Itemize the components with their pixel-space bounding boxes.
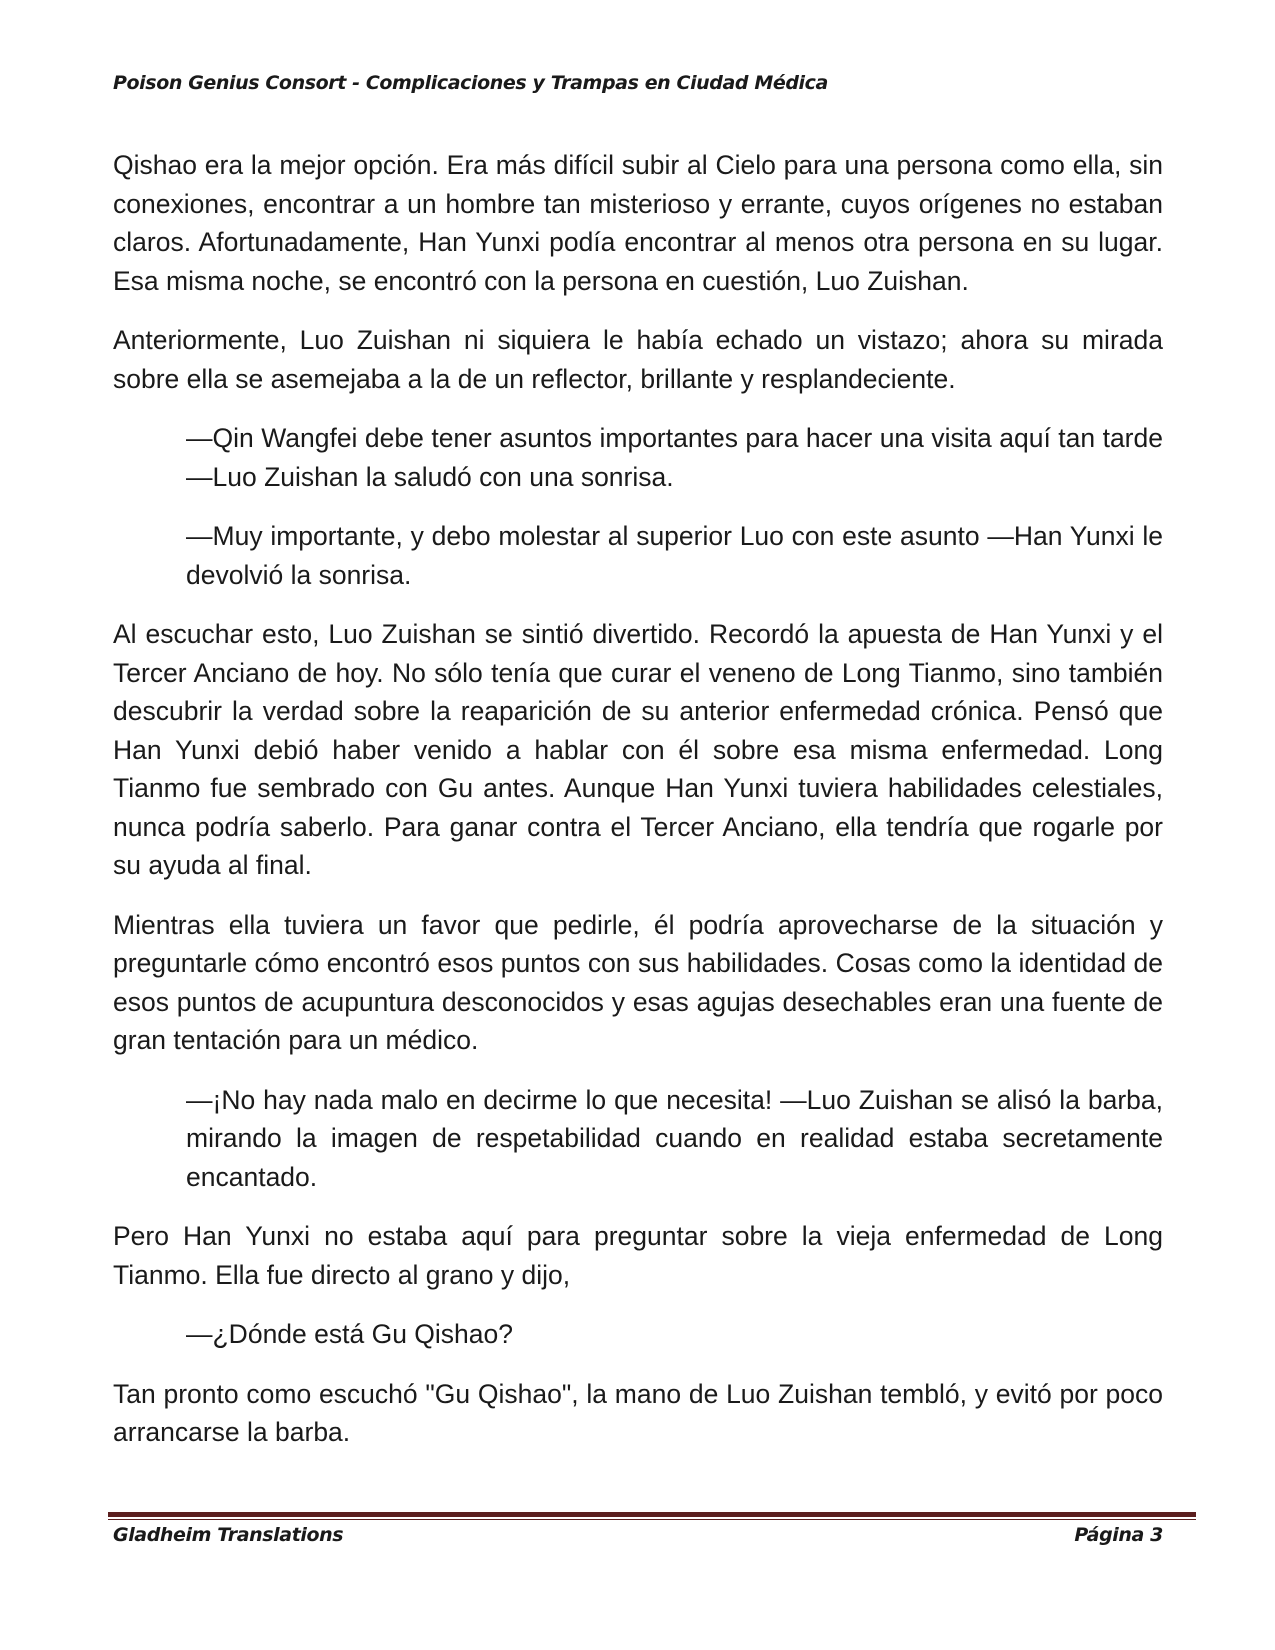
footer-divider-thin bbox=[108, 1519, 1196, 1520]
page-number: Página 3 bbox=[1074, 1524, 1163, 1546]
paragraph: Mientras ella tuviera un favor que pedirle, él podría aprovecharse de la situación y preguntarle cómo encontró esos puntos con sus habilidades. Cosas como la identidad de esos puntos de acupuntura desconocidos y esas agujas desechables eran una fuente de gran tentación para un médico. bbox=[113, 909, 1163, 1055]
paragraph: Al escuchar esto, Luo Zuishan se sintió divertido. Recordó la apuesta de Han Yunxi y el Tercer Anciano de hoy. No sólo tenía que curar el veneno de Long Tianmo, sino también descubrir la verdad sobre la reaparición de su anterior enfermedad crónica. Pensó que Han Yunxi debió haber venido a hablar con él sobre esa misma enfermedad. Long Tianmo fue sembrado con Gu antes. Aunque Han Yunxi tuviera habilidades celestiales, nunca podría saberlo. Para ganar contra el Tercer Anciano, ella tendría que rogarle por su ayuda al final. bbox=[113, 619, 1163, 880]
footer-divider bbox=[108, 1512, 1196, 1520]
footer-credit: Gladheim Translations bbox=[113, 1524, 344, 1546]
paragraph: Pero Han Yunxi no estaba aquí para preguntar sobre la vieja enfermedad de Long Tianmo. Ella fue directo al grano y dijo, bbox=[113, 1221, 1163, 1290]
paragraph: Tan pronto como escuchó "Gu Qishao", la mano de Luo Zuishan tembló, y evitó por poco arrancarse la barba. bbox=[113, 1378, 1163, 1447]
dialogue-paragraph: —¿Dónde está Gu Qishao? bbox=[186, 1319, 514, 1349]
footer-divider-thick bbox=[108, 1512, 1196, 1517]
dialogue-paragraph: —¡No hay nada malo en decirme lo que necesita! —Luo Zuishan se alisó la barba, mirando la imagen de respetabilidad cuando en realidad estaba secretamente encantado. bbox=[186, 1084, 1163, 1192]
paragraph: Anteriormente, Luo Zuishan ni siquiera le había echado un vistazo; ahora su mirada sobre ella se asemejaba a la de un reflector, brillante y resplandeciente. bbox=[113, 325, 1163, 394]
paragraph: Qishao era la mejor opción. Era más difícil subir al Cielo para una persona como ella, sin conexiones, encontrar a un hombre tan misterioso y errante, cuyos orígenes no estaban claros. Afortunadamente, Han Yunxi podía encontrar al menos otra persona en su lugar. Esa misma noche, se encontró con la persona en cuestión, Luo Zuishan. bbox=[113, 150, 1163, 296]
document-body bbox=[113, 146, 1163, 1473]
dialogue-paragraph: —Muy importante, y debo molestar al superior Luo con este asunto —Han Yunxi le devolvió la sonrisa. bbox=[186, 521, 1163, 590]
dialogue-paragraph: —Qin Wangfei debe tener asuntos importantes para hacer una visita aquí tan tarde —Luo Zuishan la saludó con una sonrisa. bbox=[186, 423, 1163, 492]
page-header: Poison Genius Consort - Complicaciones y Trampas en Ciudad Médica bbox=[113, 72, 828, 94]
